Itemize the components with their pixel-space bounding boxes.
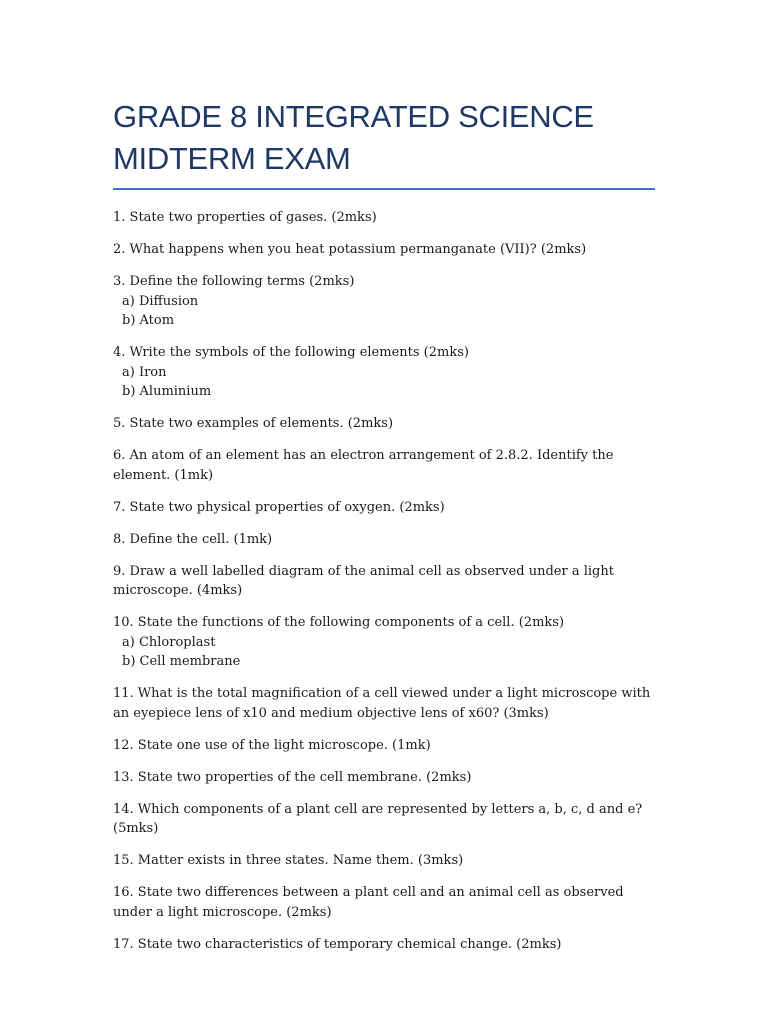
- question-text: 4. Write the symbols of the following elements (2mks): [113, 345, 469, 360]
- question-text: 3. Define the following terms (2mks): [113, 274, 355, 289]
- question-list: [113, 208, 655, 954]
- question-sub-item: a) Chloroplast: [122, 634, 216, 650]
- question-item: [113, 935, 655, 955]
- question-sub-item: b) Aluminium: [122, 384, 212, 399]
- question-text: 1. State two properties of gases. (2mks): [113, 210, 377, 225]
- question-item: [113, 343, 655, 402]
- question-sub-item: b) Cell membrane: [122, 654, 241, 669]
- question-text: 10. State the functions of the following components of a cell. (2mks): [113, 615, 565, 630]
- question-item: [113, 208, 655, 228]
- question-sub-item: a) Iron: [122, 364, 167, 380]
- question-text: 9. Draw a well labelled diagram of the animal cell as observed under a light microscope. (4mks): [113, 563, 614, 598]
- title-divider: [113, 188, 655, 190]
- question-item: [113, 883, 655, 922]
- question-item: [113, 562, 655, 601]
- question-sub-item: a) Diffusion: [122, 293, 199, 309]
- question-item: [113, 768, 655, 788]
- exam-title: [113, 96, 655, 180]
- question-text: 11. What is the total magnification of a cell viewed under a light microscope with an eyepiece lens of x10 and medium objective lens of x60? (3mks): [113, 686, 651, 721]
- question-text: 16. State two differences between a plant cell and an animal cell as observed under a light microscope. (2mks): [113, 885, 624, 920]
- question-text: 7. State two physical properties of oxygen. (2mks): [113, 499, 445, 515]
- question-text: 17. State two characteristics of temporary chemical change. (2mks): [113, 936, 562, 952]
- question-item: [113, 272, 655, 331]
- question-item: [113, 684, 655, 723]
- question-item: [113, 446, 655, 485]
- question-sub-item: b) Atom: [122, 313, 175, 328]
- exam-page: [113, 96, 655, 967]
- title-line-2: MIDTERM EXAM: [113, 141, 351, 176]
- question-text: 14. Which components of a plant cell are represented by letters a, b, c, d and e? (5mks): [113, 801, 643, 836]
- title-line-1: GRADE 8 INTEGRATED SCIENCE: [113, 99, 594, 134]
- question-text: 13. State two properties of the cell membrane. (2mks): [113, 769, 472, 785]
- question-text: 12. State one use of the light microscope. (1mk): [113, 737, 431, 753]
- question-item: [113, 800, 655, 839]
- question-item: [113, 414, 655, 434]
- question-text: 8. Define the cell. (1mk): [113, 531, 273, 547]
- question-item: [113, 851, 655, 871]
- question-item: [113, 530, 655, 550]
- question-item: [113, 240, 655, 260]
- question-item: [113, 613, 655, 672]
- question-item: [113, 736, 655, 756]
- question-item: [113, 498, 655, 518]
- question-text: 5. State two examples of elements. (2mks): [113, 416, 394, 431]
- question-text: 2. What happens when you heat potassium permanganate (VII)? (2mks): [113, 242, 587, 257]
- question-text: 6. An atom of an element has an electron arrangement of 2.8.2. Identify the element. (1mk): [113, 448, 614, 483]
- question-text: 15. Matter exists in three states. Name them. (3mks): [113, 853, 464, 868]
